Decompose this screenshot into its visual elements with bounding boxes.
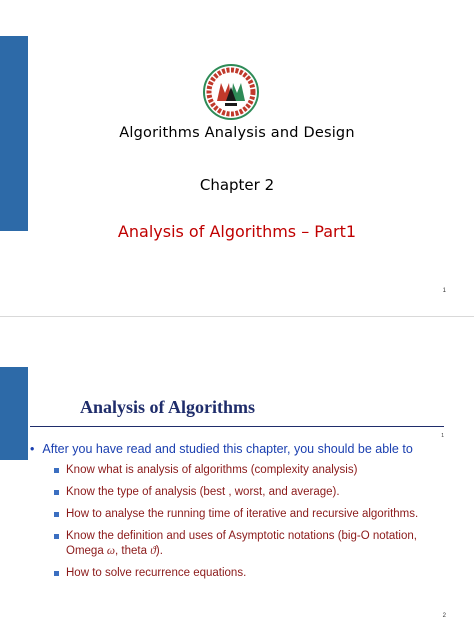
theta-symbol: ϑ (150, 545, 156, 557)
page-number: 2 (442, 613, 446, 619)
list-item (54, 529, 444, 559)
slide-heading: Analysis of Algorithms (80, 397, 256, 417)
square-bullet-icon (54, 571, 59, 576)
list-item-text: Know what is analysis of algorithms (complexity analysis) (66, 464, 358, 476)
chapter-label: Chapter 2 (199, 176, 275, 194)
list-item-text: ). (155, 545, 163, 557)
slide-marker: 1 (441, 433, 444, 439)
slide-2 (0, 316, 474, 633)
course-title: Algorithms Analysis and Design (119, 125, 355, 141)
intro-bullet (30, 442, 450, 456)
university-logo-icon (201, 63, 261, 121)
list-item (54, 485, 444, 500)
accent-bar (0, 367, 28, 460)
page-number: 1 (442, 288, 446, 294)
list-item-text: , theta (115, 545, 151, 557)
list-item-text: Know the definition and uses of Asymptotic notations (big-O notation, Omega (66, 530, 417, 557)
chapter-subtitle: Analysis of Algorithms – Part1 (117, 222, 357, 241)
objectives-list (54, 463, 444, 588)
intro-text: After you have read and studied this chapter, you should be able to (42, 442, 413, 456)
square-bullet-icon (54, 490, 59, 495)
square-bullet-icon (54, 534, 59, 539)
square-bullet-icon (54, 512, 59, 517)
list-item (54, 463, 444, 478)
list-item-text: How to solve recurrence equations. (66, 567, 247, 579)
list-item (54, 507, 444, 522)
list-item (54, 566, 444, 581)
square-bullet-icon (54, 468, 59, 473)
slide-1 (0, 0, 474, 316)
bullet-dot-icon: • (30, 442, 35, 456)
omega-symbol: ω (106, 545, 116, 557)
list-item-text: How to analyse the running time of iterative and recursive algorithms. (66, 508, 419, 520)
list-item-text: Know the type of analysis (best , worst, and average). (66, 486, 340, 498)
heading-divider (30, 426, 444, 427)
